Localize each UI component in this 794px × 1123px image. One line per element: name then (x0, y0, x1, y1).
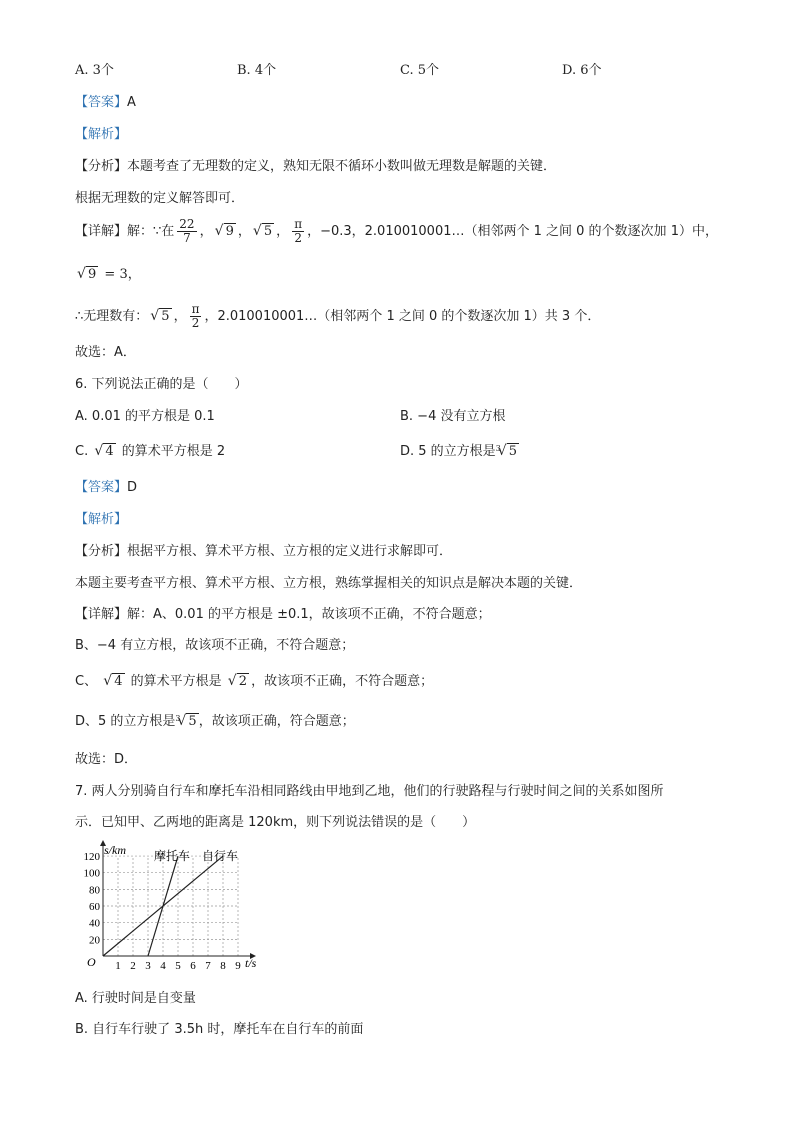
q5-option-d: D. 6个 (562, 63, 602, 78)
therefore-text: ∴无理数有： (75, 309, 149, 324)
q5-answer (75, 94, 136, 112)
fenxi-tag: 【分析】 (75, 159, 128, 174)
q6-option-a: A. 0.01 的平方根是 0.1 (75, 409, 215, 424)
fenxi-text: 本题考查了无理数的定义，熟知无限不循环小数叫做无理数是解题的关键． (127, 159, 557, 174)
x-axis-label: t/s (245, 956, 257, 970)
root-index: √ 3 (175, 714, 181, 723)
therefore-tail: ，2.010010001…（相邻两个 1 之间 0 的个数逐次加 1）共 3 个． (204, 309, 601, 324)
q7-option-b: B. 自行车行驶了 3.5h 时，摩托车在自行车的前面 (75, 1022, 364, 1037)
distance-time-chart (70, 838, 270, 978)
q6-detail-c (75, 673, 433, 691)
sqrt-radicand: 4 (105, 444, 114, 459)
fraction-pi-2 (292, 218, 304, 245)
cbrt-5 (496, 443, 519, 461)
series-label-motorcycle: 摩托车 (154, 849, 191, 863)
detail-d-tail: ，故该项正确，符合题意； (198, 714, 355, 729)
q5-option-b: B. 4个 (237, 63, 277, 78)
q5-choose: 故选：A． (75, 345, 136, 360)
detail-d-text: D、5 的立方根是 (75, 714, 176, 729)
origin-label: O (87, 955, 96, 969)
y-axis-label: s/km (104, 843, 126, 857)
y-tick-label: 120 (83, 851, 100, 864)
frac-denominator: 2 (294, 231, 302, 245)
q6-detail-a (75, 606, 491, 624)
sqrt-9 (77, 266, 98, 284)
q5-option-c: C. 5个 (400, 63, 440, 78)
option-d-text: D. 5 的立方根是 (400, 444, 496, 459)
q6-option-c (75, 443, 225, 461)
q5-detail-line: 【详解】解：∵在 $\frac{22}{7}$ ，√ 9 ，√ 5 ， $\frac{\pi}{2}$ ，−0.3，2.010010001…（相邻两个 1 之间 0 的个数逐次加 1）中， (75, 215, 718, 249)
series-label-bicycle: 自行车 (202, 849, 239, 863)
sqrt-radicand: 5 (263, 224, 273, 239)
q5-analysis-tag: 【解析】 (75, 127, 128, 142)
q6-choose: 故选：D． (75, 752, 138, 767)
option-c-text: 的算术平方根是 2 (121, 444, 226, 459)
detail-tag: 【详解】 (75, 224, 128, 239)
frac-numerator: π (191, 302, 200, 316)
x-tick-label: 8 (220, 960, 226, 972)
frac-numerator: π (294, 217, 303, 231)
sqrt-4 (103, 673, 124, 691)
answer-tag: 【答案】 (75, 480, 128, 495)
q5-therefore: ∴无理数有：√ 5 ， $\frac{\pi}{2}$ ，2.010010001…（相邻两个 1 之间 0 的个数逐次加 1）共 3 个． (75, 300, 600, 334)
y-tick-label: 60 (89, 901, 100, 914)
detail-c-label: C、 (75, 674, 98, 689)
x-tick-label: 1 (115, 960, 121, 972)
sqrt-radicand: 9 (225, 224, 234, 239)
answer-value: A (127, 95, 136, 110)
x-tick-label: 2 (130, 960, 136, 972)
fraction-pi-2 (190, 303, 202, 330)
q6-summary: 本题主要考查平方根、算术平方根、立方根，熟练掌握相关的知识点是解决本题的关键． (75, 576, 583, 591)
fenxi-text: 根据平方根、算术平方根、立方根的定义进行求解即可． (127, 544, 453, 559)
y-tick-label: 100 (83, 867, 100, 880)
root-radicand: 5 (508, 444, 517, 459)
detail-a-text: 解：A、0.01 的平方根是 ±0.1，故该项不正确，不符合题意； (127, 607, 491, 622)
root-index: √ 3 (495, 444, 501, 453)
fraction-22-7 (177, 218, 196, 245)
x-tick-label: 9 (235, 960, 241, 972)
answer-value: D (127, 480, 138, 495)
x-tick-label: 5 (175, 960, 181, 972)
fenxi-tag: 【分析】 (75, 544, 128, 559)
sqrt-radicand: 4 (114, 674, 123, 689)
sqrt-5 (150, 300, 171, 334)
q6-detail-d (75, 713, 355, 731)
q6-analysis-tag: 【解析】 (75, 512, 128, 527)
sqrt-9 (215, 215, 236, 249)
detail-tag: 【详解】 (75, 607, 128, 622)
q6-option-b: B. −4 没有立方根 (400, 409, 506, 424)
frac-denominator: 2 (191, 316, 200, 330)
q7-stem-line1: 7. 两人分别骑自行车和摩托车沿相同路线由甲地到乙地，他们的行驶路程与行驶时间之间的关系如图所 (75, 784, 664, 799)
y-tick-label: 40 (89, 917, 100, 930)
q5-sqrt9-eq (75, 266, 141, 284)
detail-c-tail: ，故该项不正确，不符合题意； (251, 674, 434, 689)
y-tick-label: 80 (89, 884, 100, 897)
chart-tick-labels (84, 851, 242, 972)
q6-fenxi (75, 543, 452, 561)
y-tick-label: 20 (89, 934, 100, 947)
option-c-label: C. (75, 444, 89, 459)
chart-grid (103, 856, 238, 956)
frac-numerator: 22 (179, 217, 195, 231)
q7-option-a: A. 行驶时间是自变量 (75, 991, 196, 1006)
root-radicand: 5 (188, 714, 197, 729)
sqrt-2 (228, 673, 249, 691)
q6-detail-b: B、−4 有立方根，故该项不正确，不符合题意； (75, 638, 355, 653)
answer-tag: 【答案】 (75, 95, 128, 110)
x-tick-label: 7 (205, 960, 211, 972)
frac-denominator: 7 (183, 231, 191, 245)
q7-stem-line2: 示．已知甲、乙两地的距离是 120km，则下列说法错误的是（ ） (75, 815, 476, 830)
sqrt-radicand: 5 (161, 309, 170, 324)
detail-prefix: 解：∵在 (127, 224, 175, 239)
sqrt-5 (253, 215, 274, 249)
cbrt-5 (175, 713, 198, 731)
q6-option-d (400, 443, 519, 461)
x-tick-label: 6 (190, 960, 196, 972)
q6-answer (75, 479, 137, 497)
sqrt-radicand: 2 (238, 674, 248, 689)
detail-c-mid: 的算术平方根是 (130, 674, 222, 689)
x-tick-label: 3 (145, 960, 151, 972)
q6-stem: 6. 下列说法正确的是（ ） (75, 377, 248, 392)
eq-text: = 3， (104, 267, 141, 282)
detail-sequence: ，−0.3，2.010010001…（相邻两个 1 之间 0 的个数逐次加 1）中， (307, 224, 718, 239)
q5-option-a: A. 3个 (75, 63, 114, 78)
sqrt-radicand: 9 (88, 267, 97, 282)
sqrt-4 (94, 443, 115, 461)
q5-fenxi (75, 158, 556, 176)
x-tick-label: 4 (160, 960, 166, 972)
q5-method: 根据无理数的定义解答即可． (75, 191, 245, 206)
